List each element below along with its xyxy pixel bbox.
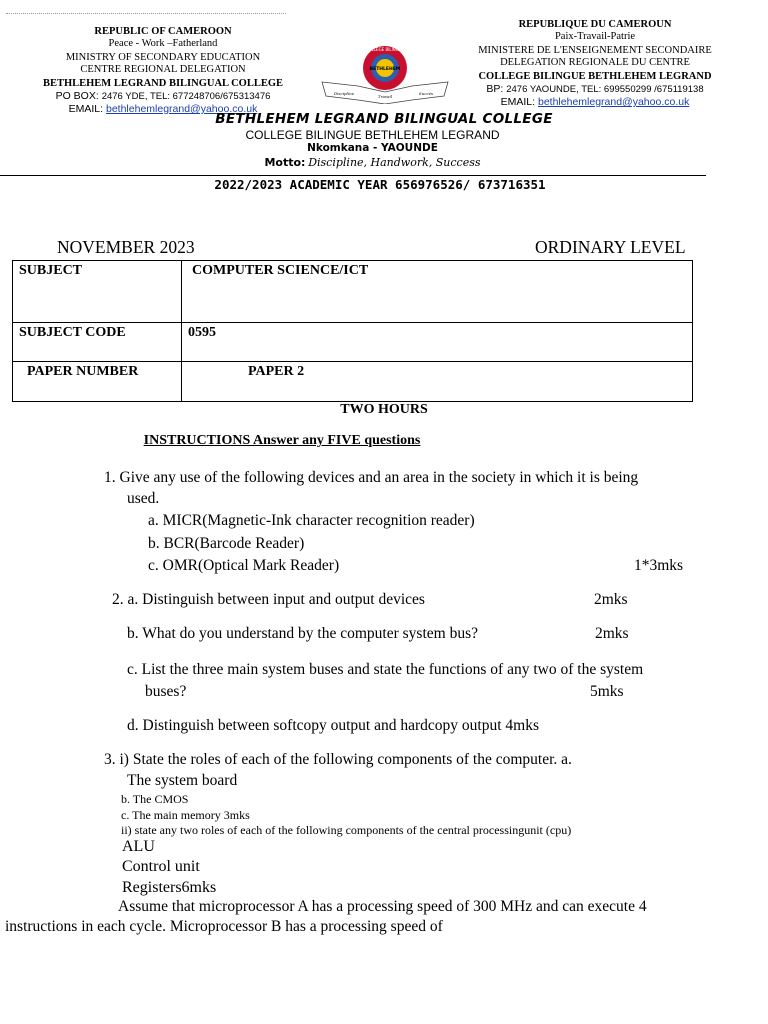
college-title-fr: COLLEGE BILINGUE BETHLEHEM LEGRAND	[245, 128, 500, 142]
q3-registers: Registers6mks	[122, 879, 217, 896]
header-right-email-link[interactable]: bethlehemlegrand@yahoo.co.uk	[538, 96, 690, 108]
q2-b-marks: 2mks	[595, 625, 629, 642]
logo-banner-right: Succès	[418, 91, 434, 96]
table-row	[13, 261, 693, 323]
academic-year: 2022/2023 ACADEMIC YEAR 656976526/ 673716351	[214, 177, 546, 192]
q3-alu: ALU	[122, 838, 155, 855]
q3-line2: The system board	[127, 772, 238, 789]
header-left-address: PO BOX: 2476 YDE, TEL: 677248706/675313476	[55, 90, 271, 102]
exam-info-table	[12, 260, 693, 402]
q2-c-line1: c. List the three main system buses and state the functions of any two of the system	[127, 661, 644, 678]
logo-center-text: BETHLEHEM	[369, 67, 401, 72]
duration: TWO HOURS	[340, 402, 428, 417]
logo-banner-left: Discipline	[333, 91, 355, 96]
q3-control-unit: Control unit	[122, 858, 200, 875]
college-logo	[318, 42, 452, 104]
subject-label: SUBJECT	[13, 261, 182, 323]
q4-line1: Assume that microprocessor A has a processing speed of 300 MHz and can execute 4	[118, 898, 647, 915]
q1-a: a. MICR(Magnetic-Ink character recognition reader)	[148, 512, 475, 529]
header-left	[28, 26, 298, 115]
q2-b: b. What do you understand by the computer system bus?	[127, 625, 478, 642]
q2-c-marks: 5mks	[590, 683, 624, 700]
q3-b: b. The CMOS	[121, 792, 189, 806]
q1-line1: 1. Give any use of the following devices and an area in the society in which it is being	[104, 469, 639, 486]
paper-number-value: PAPER 2	[182, 362, 693, 402]
header-right	[464, 19, 726, 108]
q2-a: 2. a. Distinguish between input and output devices	[112, 591, 425, 608]
paper-number-label: PAPER NUMBER	[13, 362, 182, 402]
q2-d: d. Distinguish between softcopy output and hardcopy output 4mks	[127, 717, 539, 734]
header-left-country: REPUBLIC OF CAMEROON	[94, 26, 232, 37]
q2-a-marks: 2mks	[594, 591, 628, 608]
header-right-college: COLLEGE BILINGUE BETHLEHEM LEGRAND	[478, 71, 712, 82]
subject-code-value: 0595	[182, 323, 693, 362]
table-row	[13, 323, 693, 362]
logo-banner-mid: Travail	[377, 94, 393, 99]
q3-ii: ii) state any two roles of each of the following components of the central processingunit (cpu)	[121, 823, 572, 837]
q4-line2: instructions in each cycle. Microprocessor B has a processing speed of	[5, 918, 443, 935]
header-right-delegation: DELEGATION REGIONALE DU CENTRE	[500, 57, 690, 68]
q3-c: c. The main memory 3mks	[121, 808, 250, 822]
header-left-delegation: CENTRE REGIONAL DELEGATION	[80, 64, 246, 75]
q1-c: c. OMR(Optical Mark Reader)	[148, 557, 340, 574]
q1-marks: 1*3mks	[634, 557, 684, 574]
header-left-motto: Peace - Work –Fatherland	[108, 38, 218, 49]
subject-code-label: SUBJECT CODE	[13, 323, 182, 362]
q2-c-line2: buses?	[145, 683, 187, 700]
header-left-email-row: EMAIL: bethlehemlegrand@yahoo.co.uk	[68, 103, 258, 115]
header-left-ministry: MINISTRY OF SECONDARY EDUCATION	[65, 52, 261, 63]
header-right-email-row: EMAIL: bethlehemlegrand@yahoo.co.uk	[500, 96, 690, 108]
exam-date: NOVEMBER 2023	[57, 237, 195, 257]
subject-value: COMPUTER SCIENCE/ICT	[182, 261, 693, 323]
header-left-email-link[interactable]: bethlehemlegrand@yahoo.co.uk	[106, 103, 258, 115]
q1-line2: used.	[127, 490, 160, 507]
instructions: INSTRUCTIONS Answer any FIVE questions	[143, 433, 421, 448]
header-rule	[0, 175, 706, 176]
logo-ring-text: COLLEGE BILINGUE	[365, 47, 405, 52]
q1-b: b. BCR(Barcode Reader)	[148, 535, 305, 552]
header-left-college: BETHLEHEM LEGRAND BILINGUAL COLLEGE	[42, 78, 284, 89]
header-right-country: REPUBLIQUE DU CAMEROUN	[518, 19, 672, 30]
header-right-ministry: MINISTERE DE L'ENSEIGNEMENT SECONDAIRE	[478, 45, 712, 56]
table-row	[13, 362, 693, 402]
college-motto: Motto: Discipline, Handwork, Success	[264, 156, 481, 169]
header-right-motto: Paix-Travail-Patrie	[554, 31, 636, 42]
top-dotted-rule	[6, 13, 286, 14]
header-right-address: BP: 2476 YAOUNDE, TEL: 699550299 /675119138	[486, 83, 704, 95]
college-title: BETHLEHEM LEGRAND BILINGUAL COLLEGE	[215, 111, 553, 127]
q3-line1: 3. i) State the roles of each of the following components of the computer. a.	[104, 751, 572, 768]
exam-level: ORDINARY LEVEL	[535, 237, 686, 257]
college-location: Nkomkana - YAOUNDE	[307, 142, 438, 154]
